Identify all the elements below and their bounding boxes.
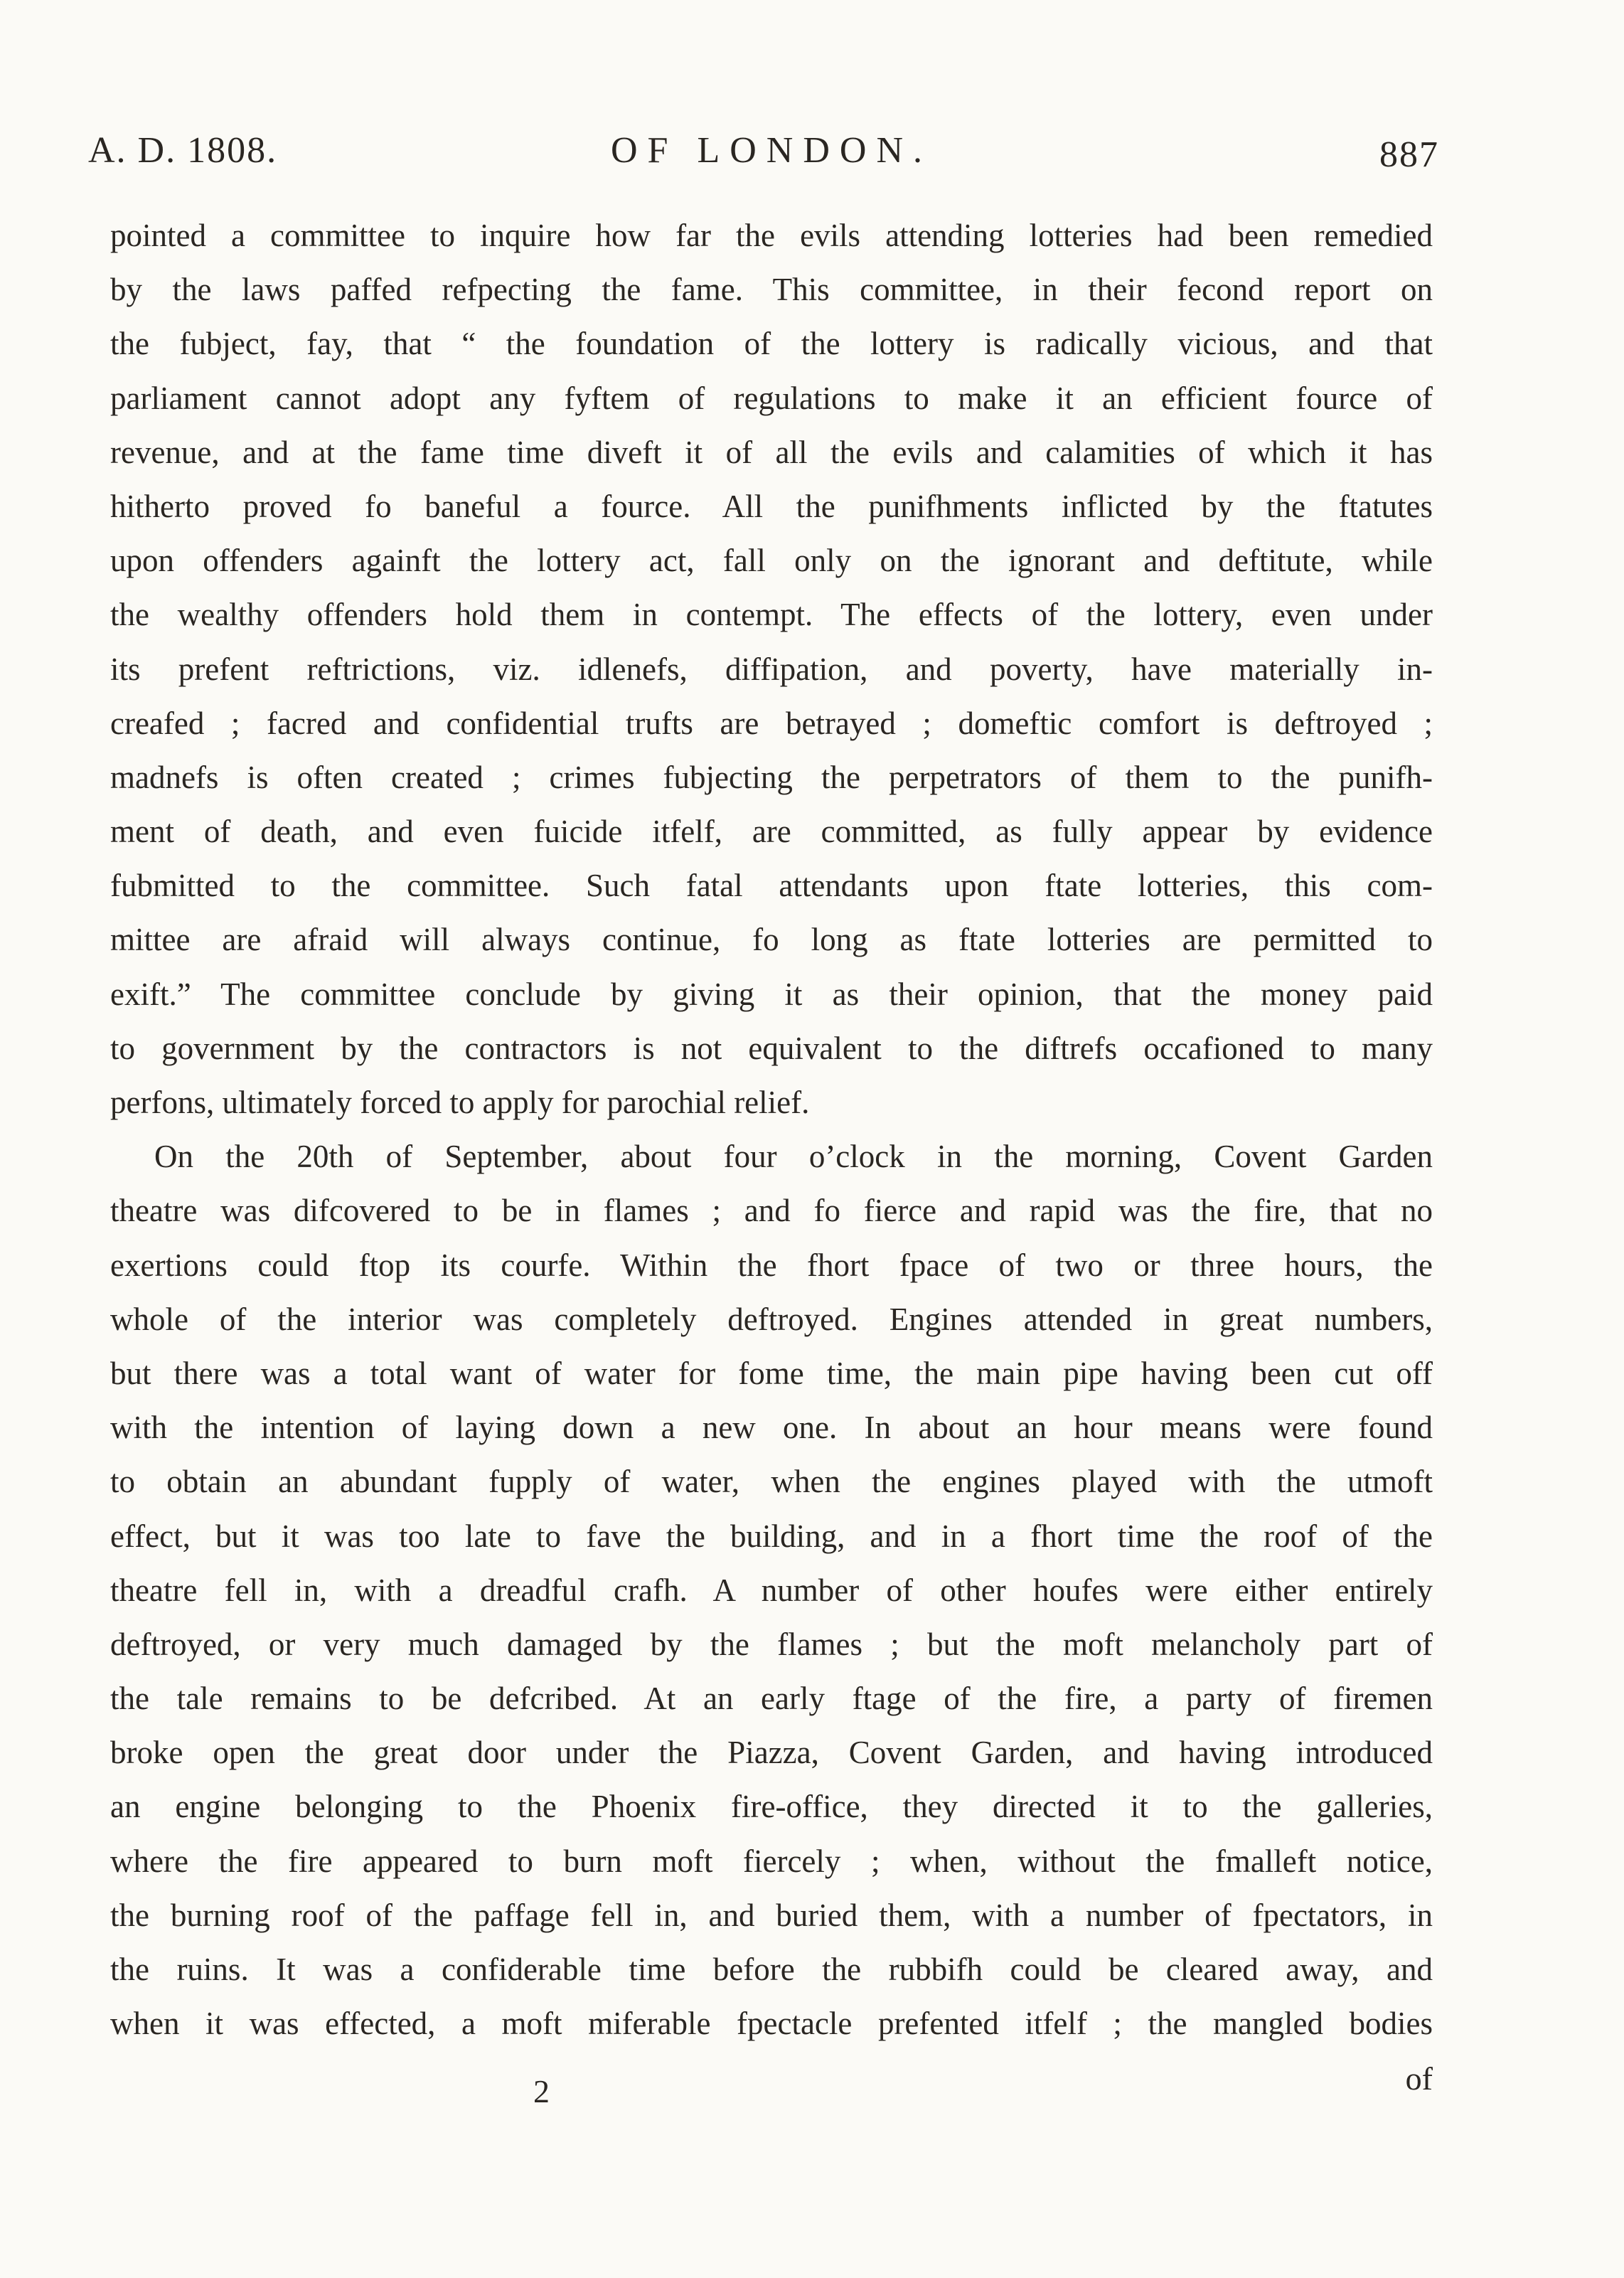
- text-line: effect, but it was too late to fave the building, and in a fhort time the roof of the: [110, 1518, 1433, 1554]
- text-line: fubmitted to the committee. Such fatal attendants upon ftate lotteries, this com-: [110, 868, 1433, 904]
- running-header: [88, 129, 1439, 186]
- text-line: the burning roof of the paffage fell in, and buried them, with a number of fpectators, in: [110, 1897, 1433, 1933]
- text-line: with the intention of laying down a new one. In about an hour means were found: [110, 1410, 1433, 1446]
- page-number: 887: [1379, 134, 1439, 175]
- body-text: [110, 208, 1433, 2050]
- page-footer: [110, 2060, 1433, 2124]
- text-line: the wealthy offenders hold them in contempt. The effects of the lottery, even under: [110, 597, 1433, 633]
- text-line: the fubject, fay, that “ the foundation of the lottery is radically vicious, and that: [110, 326, 1433, 362]
- text-line: hitherto proved fo baneful a fource. All the punifhments inflicted by the ftatutes: [110, 488, 1433, 524]
- text-line: revenue, and at the fame time diveft it of all the evils and calamities of which it has: [110, 434, 1433, 470]
- text-line: exertions could ftop its courfe. Within the fhort fpace of two or three hours, the: [110, 1247, 1433, 1283]
- text-line: whole of the interior was completely deftroyed. Engines attended in great numbers,: [110, 1301, 1433, 1337]
- text-line: madnefs is often created ; crimes fubjecting the perpetrators of them to the punifh-: [110, 759, 1433, 795]
- header-date: A. D. 1808.: [88, 130, 278, 171]
- catchword: of: [1405, 2060, 1433, 2097]
- header-title: OF LONDON.: [611, 130, 932, 171]
- text-line: deftroyed, or very much damaged by the flames ; but the moft melancholy part of: [110, 1626, 1433, 1662]
- text-line: pointed a committee to inquire how far the evils attending lotteries had been remedied: [110, 218, 1433, 253]
- text-line: broke open the great door under the Piazza, Covent Garden, and having introduced: [110, 1735, 1433, 1771]
- text-line: exift.” The committee conclude by giving it as their opinion, that the money paid: [110, 976, 1433, 1012]
- text-line: to obtain an abundant fupply of water, when the engines played with the utmoft: [110, 1464, 1433, 1500]
- text-line: theatre fell in, with a dreadful crafh. A number of other houfes were either entirely: [110, 1572, 1433, 1608]
- text-line: where the fire appeared to burn moft fiercely ; when, without the fmalleft notice,: [110, 1843, 1433, 1879]
- text-line: its prefent reftrictions, viz. idlenefs, diffipation, and poverty, have materially in-: [110, 651, 1433, 687]
- text-line: but there was a total want of water for fome time, the main pipe having been cut off: [110, 1355, 1433, 1391]
- text-line: the ruins. It was a confiderable time before the rubbifh could be cleared away, and: [110, 1952, 1433, 1987]
- text-line: mittee are afraid will always continue, fo long as ftate lotteries are permitted to: [110, 922, 1433, 958]
- text-line: upon offenders againft the lottery act, fall only on the ignorant and deftitute, while: [110, 543, 1433, 579]
- text-line: by the laws paffed refpecting the fame. This committee, in their fecond report on: [110, 272, 1433, 308]
- paragraph-end-line: perfons, ultimately forced to apply for parochial relief.: [110, 1085, 810, 1120]
- text-line: the tale remains to be defcribed. At an early ftage of the fire, a party of firemen: [110, 1681, 1433, 1717]
- text-line: creafed ; facred and confidential trufts are betrayed ; domeftic comfort is deftroyed ;: [110, 705, 1433, 741]
- text-line: to government by the contractors is not equivalent to the diftrefs occafioned to many: [110, 1030, 1433, 1066]
- text-line: parliament cannot adopt any fyftem of regulations to make it an efficient fource of: [110, 380, 1433, 416]
- text-line: theatre was difcovered to be in flames ; and fo fierce and rapid was the fire, that no: [110, 1193, 1433, 1229]
- text-line: ment of death, and even fuicide itfelf, are committed, as fully appear by evidence: [110, 814, 1433, 850]
- text-line: when it was effected, a moft miferable fpectacle prefented itfelf ; the mangled bodies: [110, 2006, 1433, 2042]
- paragraph-start-line: On the 20th of September, about four o’clock in the morning, Covent Garden: [154, 1139, 1433, 1175]
- signature-mark: 2: [533, 2073, 550, 2109]
- text-line: an engine belonging to the Phoenix fire-office, they directed it to the galleries,: [110, 1789, 1433, 1825]
